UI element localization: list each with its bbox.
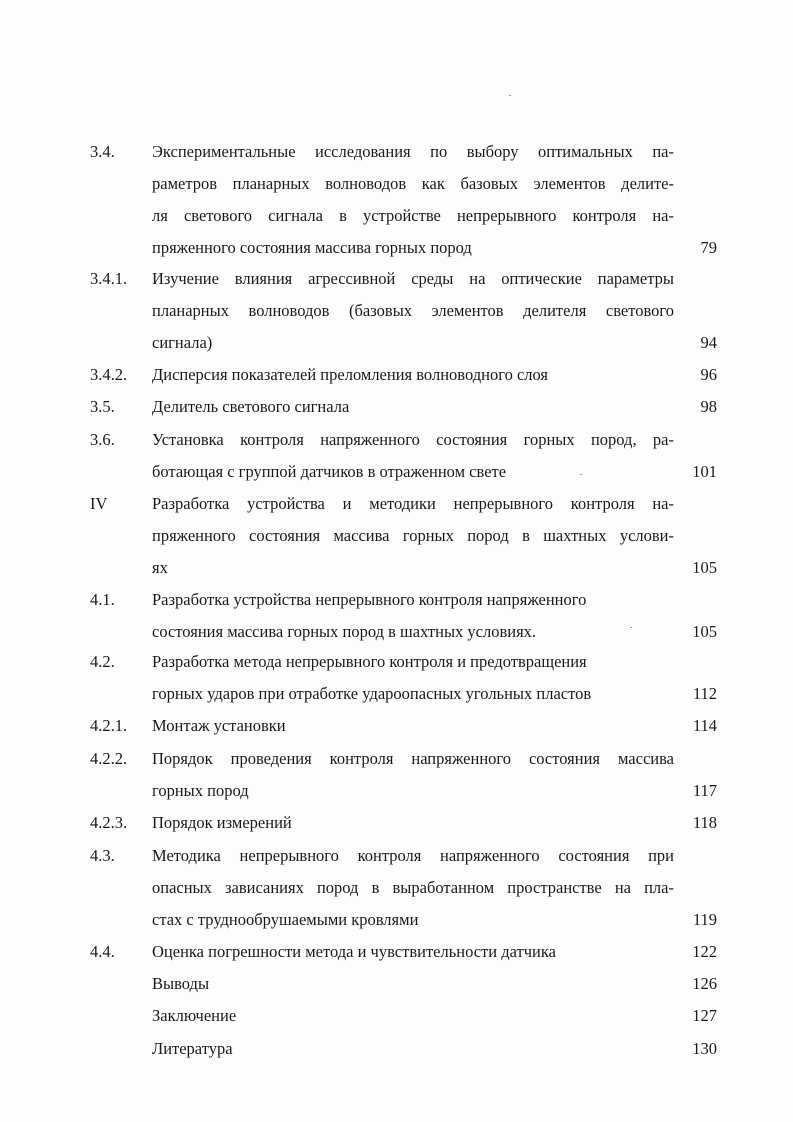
toc-title-line: раметров планарных волноводов как базовых элементов делите-: [152, 174, 674, 193]
toc-entry-title: [152, 359, 674, 391]
toc-entry-title: [152, 807, 674, 839]
toc-title-line: пряженного состояния массива горных пород в шахтных услови-: [152, 526, 674, 545]
toc-title-line: Монтаж установки: [152, 716, 286, 735]
toc-title-line: Литература: [152, 1039, 233, 1058]
toc-title-line: стах с труднообрушаемыми кровлями: [152, 910, 419, 929]
toc-title-line: Заключение: [152, 1006, 237, 1025]
toc-title-line: Выводы: [152, 974, 210, 993]
toc-entry-page: 98: [700, 397, 717, 416]
toc-title-line: пряженного состояния массива горных пород: [152, 238, 472, 257]
toc-title-line: Разработка устройства непрерывного контроля напряженного: [152, 590, 587, 609]
toc-entry-page: 114: [692, 716, 717, 735]
toc-entry-page: 130: [692, 1039, 717, 1058]
toc-entry-title: [152, 710, 674, 742]
toc-entry-page: 118: [692, 813, 717, 832]
toc-entry-title: [152, 424, 674, 488]
toc-title-line: ях: [152, 558, 168, 577]
toc-entry-page: 127: [692, 1006, 717, 1025]
toc-entry-title: [152, 584, 674, 648]
toc-title-line: сигнала): [152, 333, 213, 352]
toc-title-line: Делитель светового сигнала: [152, 397, 350, 416]
toc-title-line: Разработка метода непрерывного контроля и предотвращения: [152, 652, 587, 671]
toc-entry-number: 4.3.: [90, 846, 115, 865]
toc-entry-title: [152, 646, 674, 710]
toc-title-line: планарных волноводов (базовых элементов делителя светового: [152, 301, 674, 320]
toc-entry-title: [152, 488, 674, 584]
toc-entry-number: 3.4.2.: [90, 365, 128, 384]
toc-entry-page: 112: [692, 684, 717, 703]
toc-entry-page: 105: [692, 558, 717, 577]
toc-title-line: Методика непрерывного контроля напряженного состояния при: [152, 846, 674, 865]
toc-entry-page: 117: [692, 781, 717, 800]
toc-entry-number: 4.2.3.: [90, 813, 128, 832]
toc-title-line: Изучение влияния агрессивной среды на оптические параметры: [152, 269, 674, 288]
toc-entry-number: 3.5.: [90, 397, 115, 416]
toc-entry-number: IV: [90, 494, 108, 513]
toc-entry-title: [152, 968, 674, 1000]
scan-speck: [509, 95, 511, 96]
toc-entry-page: 96: [700, 365, 717, 384]
toc-title-line: Порядок проведения контроля напряженного состояния массива: [152, 749, 674, 768]
toc-title-line: горных ударов при отработке удароопасных угольных пластов: [152, 684, 592, 703]
toc-entry-number: 4.1.: [90, 590, 115, 609]
toc-title-line: ботающая с группой датчиков в отраженном свете: [152, 462, 507, 481]
toc-entry-number: 4.2.2.: [90, 749, 128, 768]
toc-title-line: Оценка погрешности метода и чувствительности датчика: [152, 942, 556, 961]
toc-title-line: Порядок измерений: [152, 813, 292, 832]
toc-entry-number: 3.4.1.: [90, 269, 128, 288]
toc-title-line: горных пород: [152, 781, 249, 800]
toc-title-line: Дисперсия показателей преломления волноводного слоя: [152, 365, 549, 384]
toc-entry-title: [152, 136, 674, 264]
toc-title-line: Разработка устройства и методики непрерывного контроля на-: [152, 494, 674, 513]
toc-entry-title: [152, 1000, 674, 1032]
toc-entry-title: [152, 263, 674, 359]
toc-entry-number: 4.2.: [90, 652, 115, 671]
toc-entry-title: [152, 1033, 674, 1065]
toc-entry-number: 3.4.: [90, 142, 115, 161]
toc-title-line: Установка контроля напряженного состояния горных пород, ра-: [152, 430, 674, 449]
toc-entry-page: 119: [692, 910, 717, 929]
toc-entry-page: 101: [692, 462, 717, 481]
toc-entry-title: [152, 743, 674, 807]
toc-entry-number: 4.4.: [90, 942, 115, 961]
toc-entry-number: 4.2.1.: [90, 716, 128, 735]
toc-entry-page: 79: [700, 238, 717, 257]
toc-title-line: ля светового сигнала в устройстве непрерывного контроля на-: [152, 206, 674, 225]
toc-entry-page: 126: [692, 974, 717, 993]
toc-entry-title: [152, 936, 674, 968]
toc-entry-page: 105: [692, 622, 717, 641]
toc-entry-page: 122: [692, 942, 717, 961]
toc-entry-page: 94: [700, 333, 717, 352]
toc-entry-title: [152, 391, 674, 423]
toc-title-line: состояния массива горных пород в шахтных условиях.: [152, 622, 537, 641]
toc-title-line: опасных зависаниях пород в выработанном пространстве на пла-: [152, 878, 674, 897]
toc-title-line: Экспериментальные исследования по выбору оптимальных па-: [152, 142, 674, 161]
toc-entry-title: [152, 840, 674, 936]
toc-entry-number: 3.6.: [90, 430, 115, 449]
